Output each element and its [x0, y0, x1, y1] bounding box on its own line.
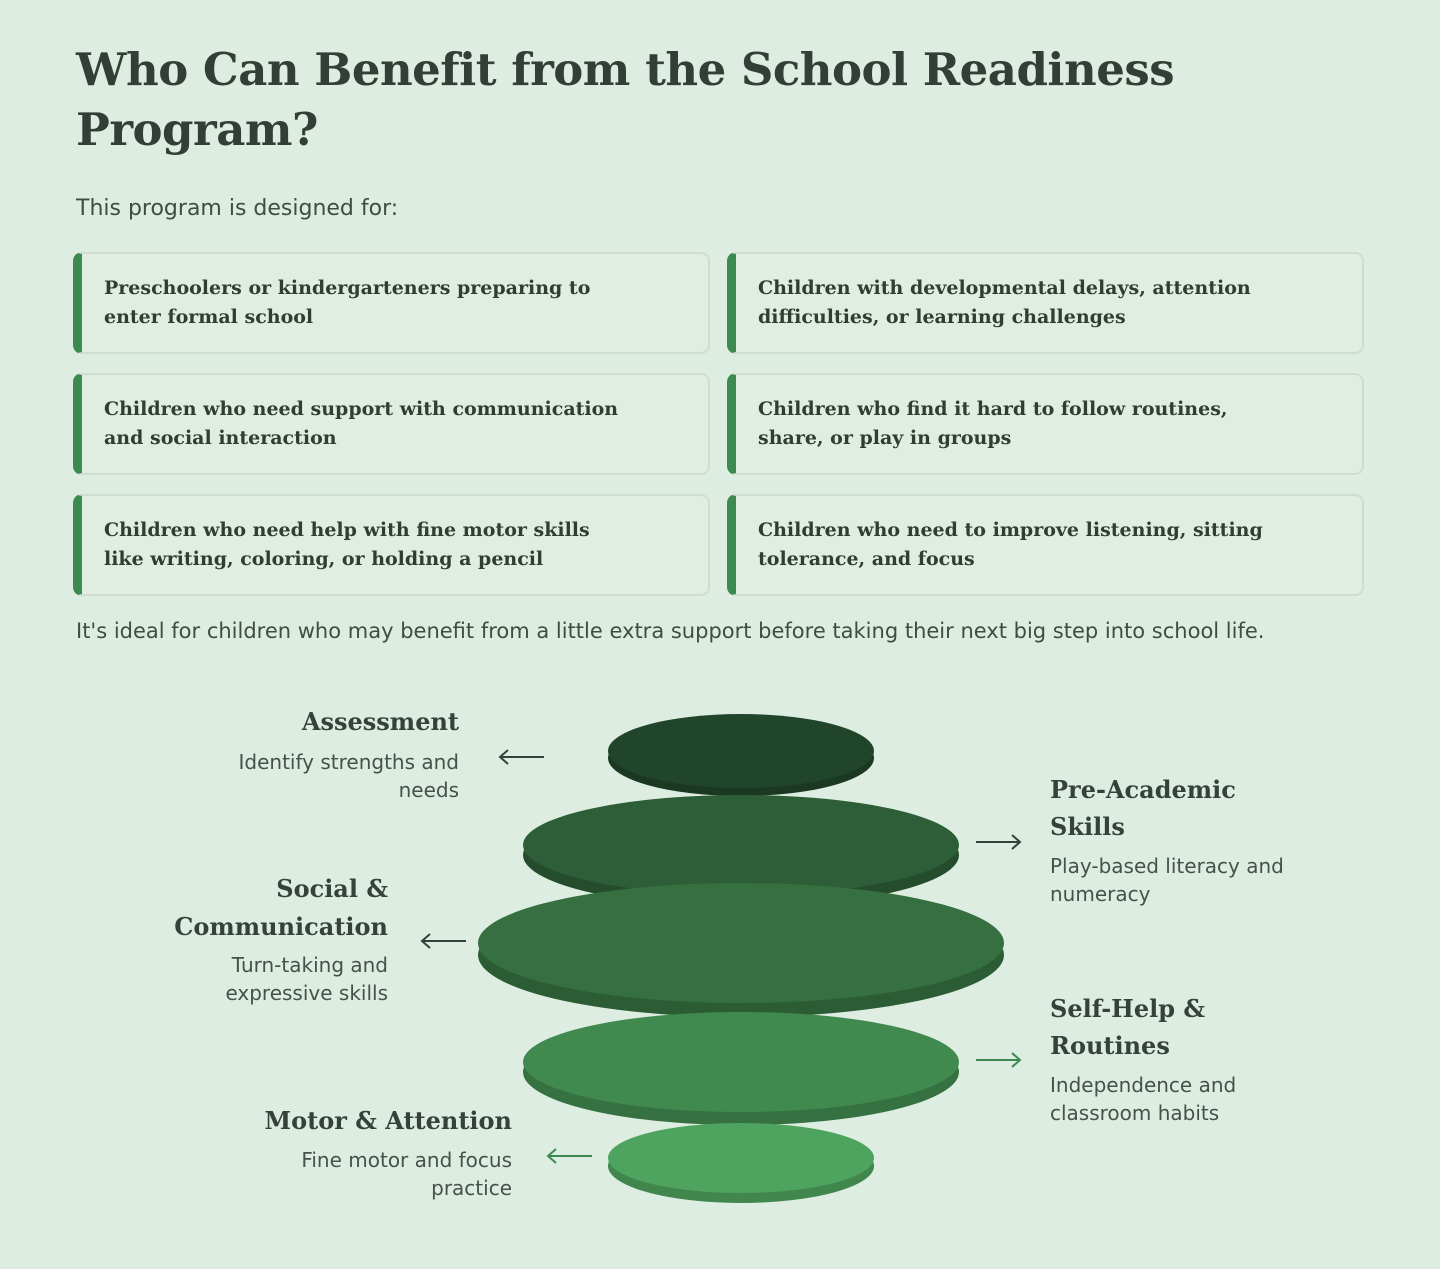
disc-top [523, 795, 959, 895]
label-description: practice [431, 1176, 512, 1200]
label-motor-attention [265, 1106, 512, 1200]
label-heading: Self-Help & [1050, 994, 1206, 1023]
label-description: Turn-taking and [231, 953, 388, 977]
stack-layer-self-help [523, 1012, 959, 1125]
label-description: expressive skills [225, 981, 388, 1005]
label-description: numeracy [1050, 882, 1151, 906]
label-heading: Pre-Academic [1050, 775, 1236, 804]
disc-top [608, 714, 874, 788]
label-description: needs [398, 778, 459, 802]
disc-top [478, 883, 1004, 1003]
card-line: enter formal school [104, 306, 314, 328]
outro-text: It's ideal for children who may benefit from a little extra support before taking their next big step into school life. [76, 619, 1265, 643]
label-description: Identify strengths and [238, 750, 459, 774]
disc-top [523, 1012, 959, 1112]
card-line: and social interaction [104, 427, 337, 449]
card-line: Children who need to improve listening, sitting [758, 519, 1263, 541]
label-assessment [239, 707, 460, 802]
label-heading: Skills [1050, 812, 1125, 841]
label-heading: Assessment [301, 707, 459, 736]
stack-layer-assessment [608, 714, 874, 796]
label-heading: Communication [174, 912, 388, 941]
card-line: Children with developmental delays, attention [758, 277, 1251, 299]
label-heading: Social & [276, 874, 388, 903]
arrow-right-icon [976, 1053, 1020, 1067]
label-description: Independence and [1050, 1073, 1237, 1097]
label-description: Play-based literacy and [1050, 854, 1284, 878]
card-line: difficulties, or learning challenges [758, 306, 1126, 328]
card-line: Children who need support with communication [104, 398, 619, 420]
label-description: Fine motor and focus [301, 1148, 512, 1172]
stack-layer-social-communication [478, 883, 1004, 1017]
page-title-line-2: Program? [76, 103, 318, 156]
disc-top [608, 1123, 874, 1193]
card-line: tolerance, and focus [758, 548, 975, 570]
label-heading: Motor & Attention [264, 1106, 512, 1135]
card-line: Preschoolers or kindergarteners preparing to [104, 277, 591, 299]
card-line: Children who need help with fine motor skills [104, 519, 590, 541]
arrow-left-icon [500, 750, 544, 764]
stack-layer-motor-attention [608, 1123, 874, 1203]
page-title-line-1: Who Can Benefit from the School Readiness [76, 43, 1175, 96]
card-line: share, or play in groups [758, 427, 1012, 449]
arrow-left-icon [422, 934, 466, 948]
label-self-help-routines [1050, 994, 1236, 1125]
card-line: like writing, coloring, or holding a pencil [104, 548, 544, 570]
arrow-left-icon [548, 1149, 592, 1163]
card-line: Children who find it hard to follow routines, [758, 398, 1228, 420]
label-social-communication [174, 874, 388, 1005]
label-heading: Routines [1050, 1031, 1170, 1060]
intro-text: This program is designed for: [76, 196, 399, 221]
label-description: classroom habits [1050, 1101, 1220, 1125]
arrow-right-icon [976, 835, 1020, 849]
label-pre-academic-skills [1050, 775, 1284, 906]
